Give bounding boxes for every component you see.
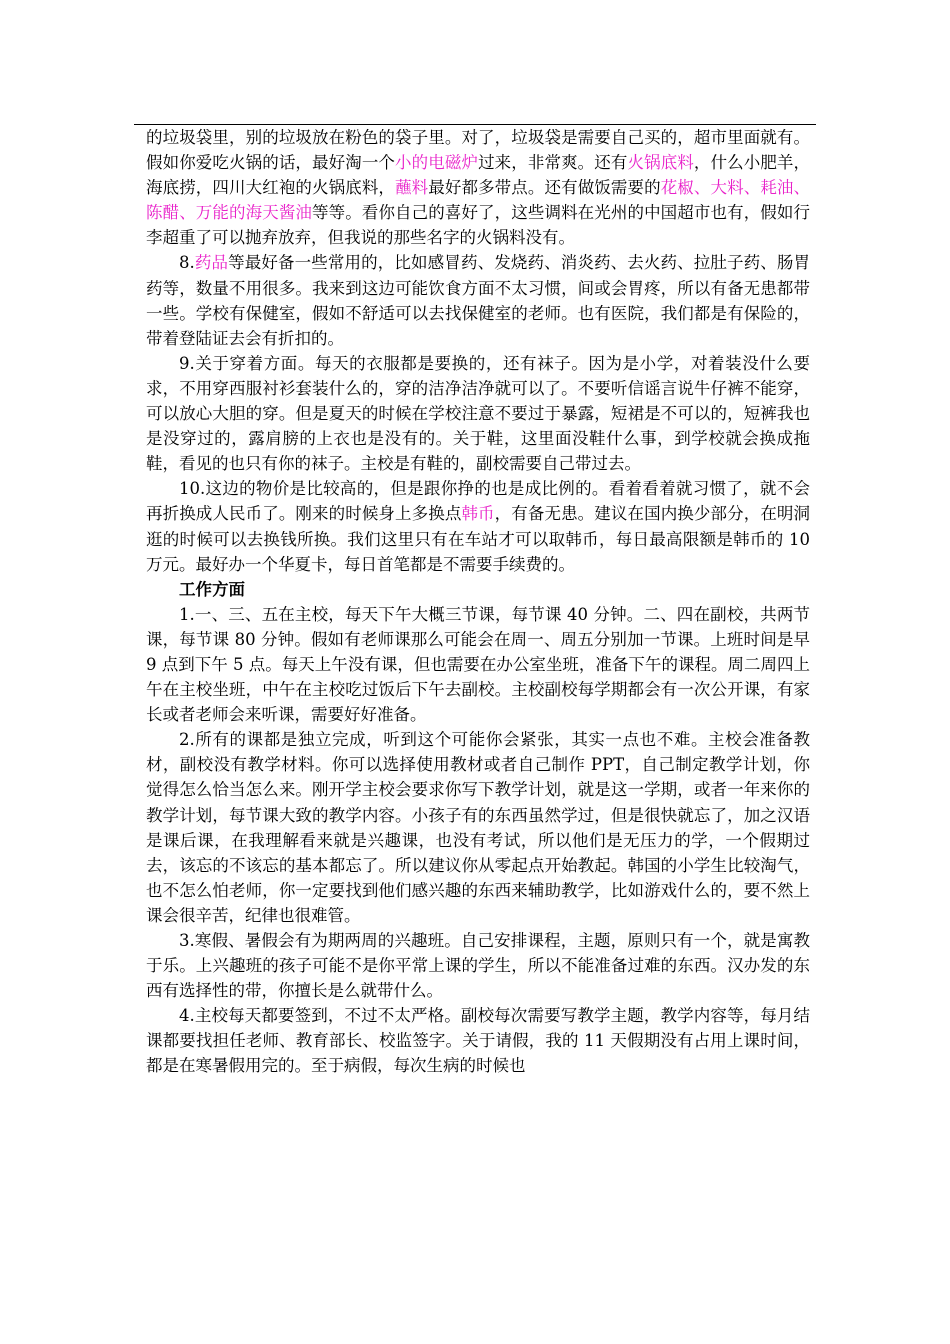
- text-run: 2.所有的课都是独立完成，听到这个可能你会紧张，其实一点也不难。主校会准备教材，副校没有教学材料。你可以选择使用教材或者自己制作 PPT，自己制定教学计划，你觉得怎么恰当怎么来。刚开学主校会要求你写下教学计划，就是这一学期，或者一年来你的教学计划，每节课大致的教学内容。小孩子有的东西虽然学过，但是很快就忘了，加之汉语是课后课，在我理解看来就是兴趣课，也没有考试，所以他们是无压力的学，一个假期过去，该忘的不该忘的基本都忘了。所以建议你从零起点开始教起。韩国的小学生比较淘气，也不怎么怕老师，你一定要找到他们感兴趣的东西来辅助教学，比如游戏什么的，要不然上课会很辛苦，纪律也很难管。: [146, 730, 810, 925]
- paragraph: [146, 250, 810, 350]
- text-run: 8.: [179, 253, 195, 273]
- highlighted-term: 花椒、大料、耗油、陈醋、万能的海天酱油: [146, 178, 811, 223]
- paragraph: [146, 351, 810, 476]
- text-run: ，什么小肥羊，海底捞，四川大红袍的火锅底料，: [146, 153, 811, 198]
- highlighted-term: 韩币: [461, 504, 495, 524]
- highlighted-term: 火锅底料: [627, 153, 694, 173]
- text-run: ，有备无患。建议在国内换少部分，在明洞逛的时候可以去换钱所换。我们这里只有在车站才可以取韩币，每日最高限额是韩币的 10 万元。最好办一个华夏卡，每日首笔都是不需要手续费的。: [146, 504, 811, 574]
- text-run: 9.关于穿着方面。每天的衣服都是要换的，还有袜子。因为是小学，对着装没什么要求，不用穿西服衬衫套装什么的，穿的洁净洁净就可以了。不要听信谣言说牛仔裤不能穿，可以放心大胆的穿。但是夏天的时候在学校注意不要过于暴露，短裙是不可以的，短裤我也是没穿过的，露肩膀的上衣也是没有的。关于鞋，这里面没鞋什么事，到学校就会换成拖鞋，看见的也只有你的袜子。主校是有鞋的，副校需要自己带过去。: [146, 353, 810, 474]
- text-run: 等等。看你自己的喜好了，这些调料在光州的中国超市也有，假如行李超重了可以抛弃放弃，但我说的那些名字的火锅料没有。: [146, 203, 811, 248]
- paragraph: [146, 602, 810, 727]
- document-body: [146, 125, 810, 1079]
- paragraph: [146, 125, 810, 250]
- text-run: 4.主校每天都要签到，不过不太严格。副校每次需要写教学主题，教学内容等，每月结课都要找担任老师、教育部长、校监签字。关于请假，我的 11 天假期没有占用上课时间，都是在寒暑假用完的。至于病假，每次生病的时候也: [146, 1006, 810, 1076]
- text-run: 工作方面: [179, 579, 245, 599]
- text-run: 最好都多带点。还有做饭需要的: [428, 178, 661, 198]
- text-run: 的垃圾袋里，别的垃圾放在粉色的袋子里。对了，垃圾袋是需要自己买的，超市里面就有。假如你爱吃火锅的话，最好淘一个: [146, 128, 810, 173]
- paragraph: [146, 476, 810, 576]
- text-run: 过来，非常爽。还有: [478, 153, 628, 173]
- paragraph: [146, 928, 810, 1003]
- highlighted-term: 蘸料: [395, 178, 429, 198]
- section-heading: [146, 577, 810, 602]
- highlighted-term: 药品: [194, 253, 229, 273]
- paragraph: [146, 727, 810, 928]
- text-run: 3.寒假、暑假会有为期两周的兴趣班。自己安排课程，主题，原则只有一个，就是寓教于乐。上兴趣班的孩子可能不是你平常上课的学生，所以不能准备过难的东西。汉办发的东西有选择性的带，你擅长是么就带什么。: [146, 931, 810, 1001]
- text-run: 10.这边的物价是比较高的，但是跟你挣的也是成比例的。看着看着就习惯了，就不会再折换成人民币了。刚来的时候身上多换点: [146, 479, 810, 524]
- text-run: 1.一、三、五在主校，每天下午大概三节课，每节课 40 分钟。二、四在副校，共两节课，每节课 80 分钟。假如有老师课那么可能会在周一、周五分别加一节课。上班时间是早 9 点到下午 5 点。每天上午没有课，但也需要在办公室坐班，准备下午的课程。周二周四上午在主校坐班，中午在主校吃过饭后下午去副校。主校副校每学期都会有一次公开课，有家长或者老师会来听课，需要好好准备。: [146, 604, 810, 725]
- paragraph: [146, 1003, 810, 1078]
- highlighted-term: 小的电磁炉: [395, 153, 479, 173]
- text-run: 等最好备一些常用的，比如感冒药、发烧药、消炎药、去火药、拉肚子药、肠胃药等，数量不用很多。我来到这边可能饮食方面不太习惯，间或会胃疼，所以有备无患都带一些。学校有保健室，假如不舒适可以去找保健室的老师。也有医院，我们都是有保险的，带着登陆证去会有折扣的。: [146, 253, 811, 348]
